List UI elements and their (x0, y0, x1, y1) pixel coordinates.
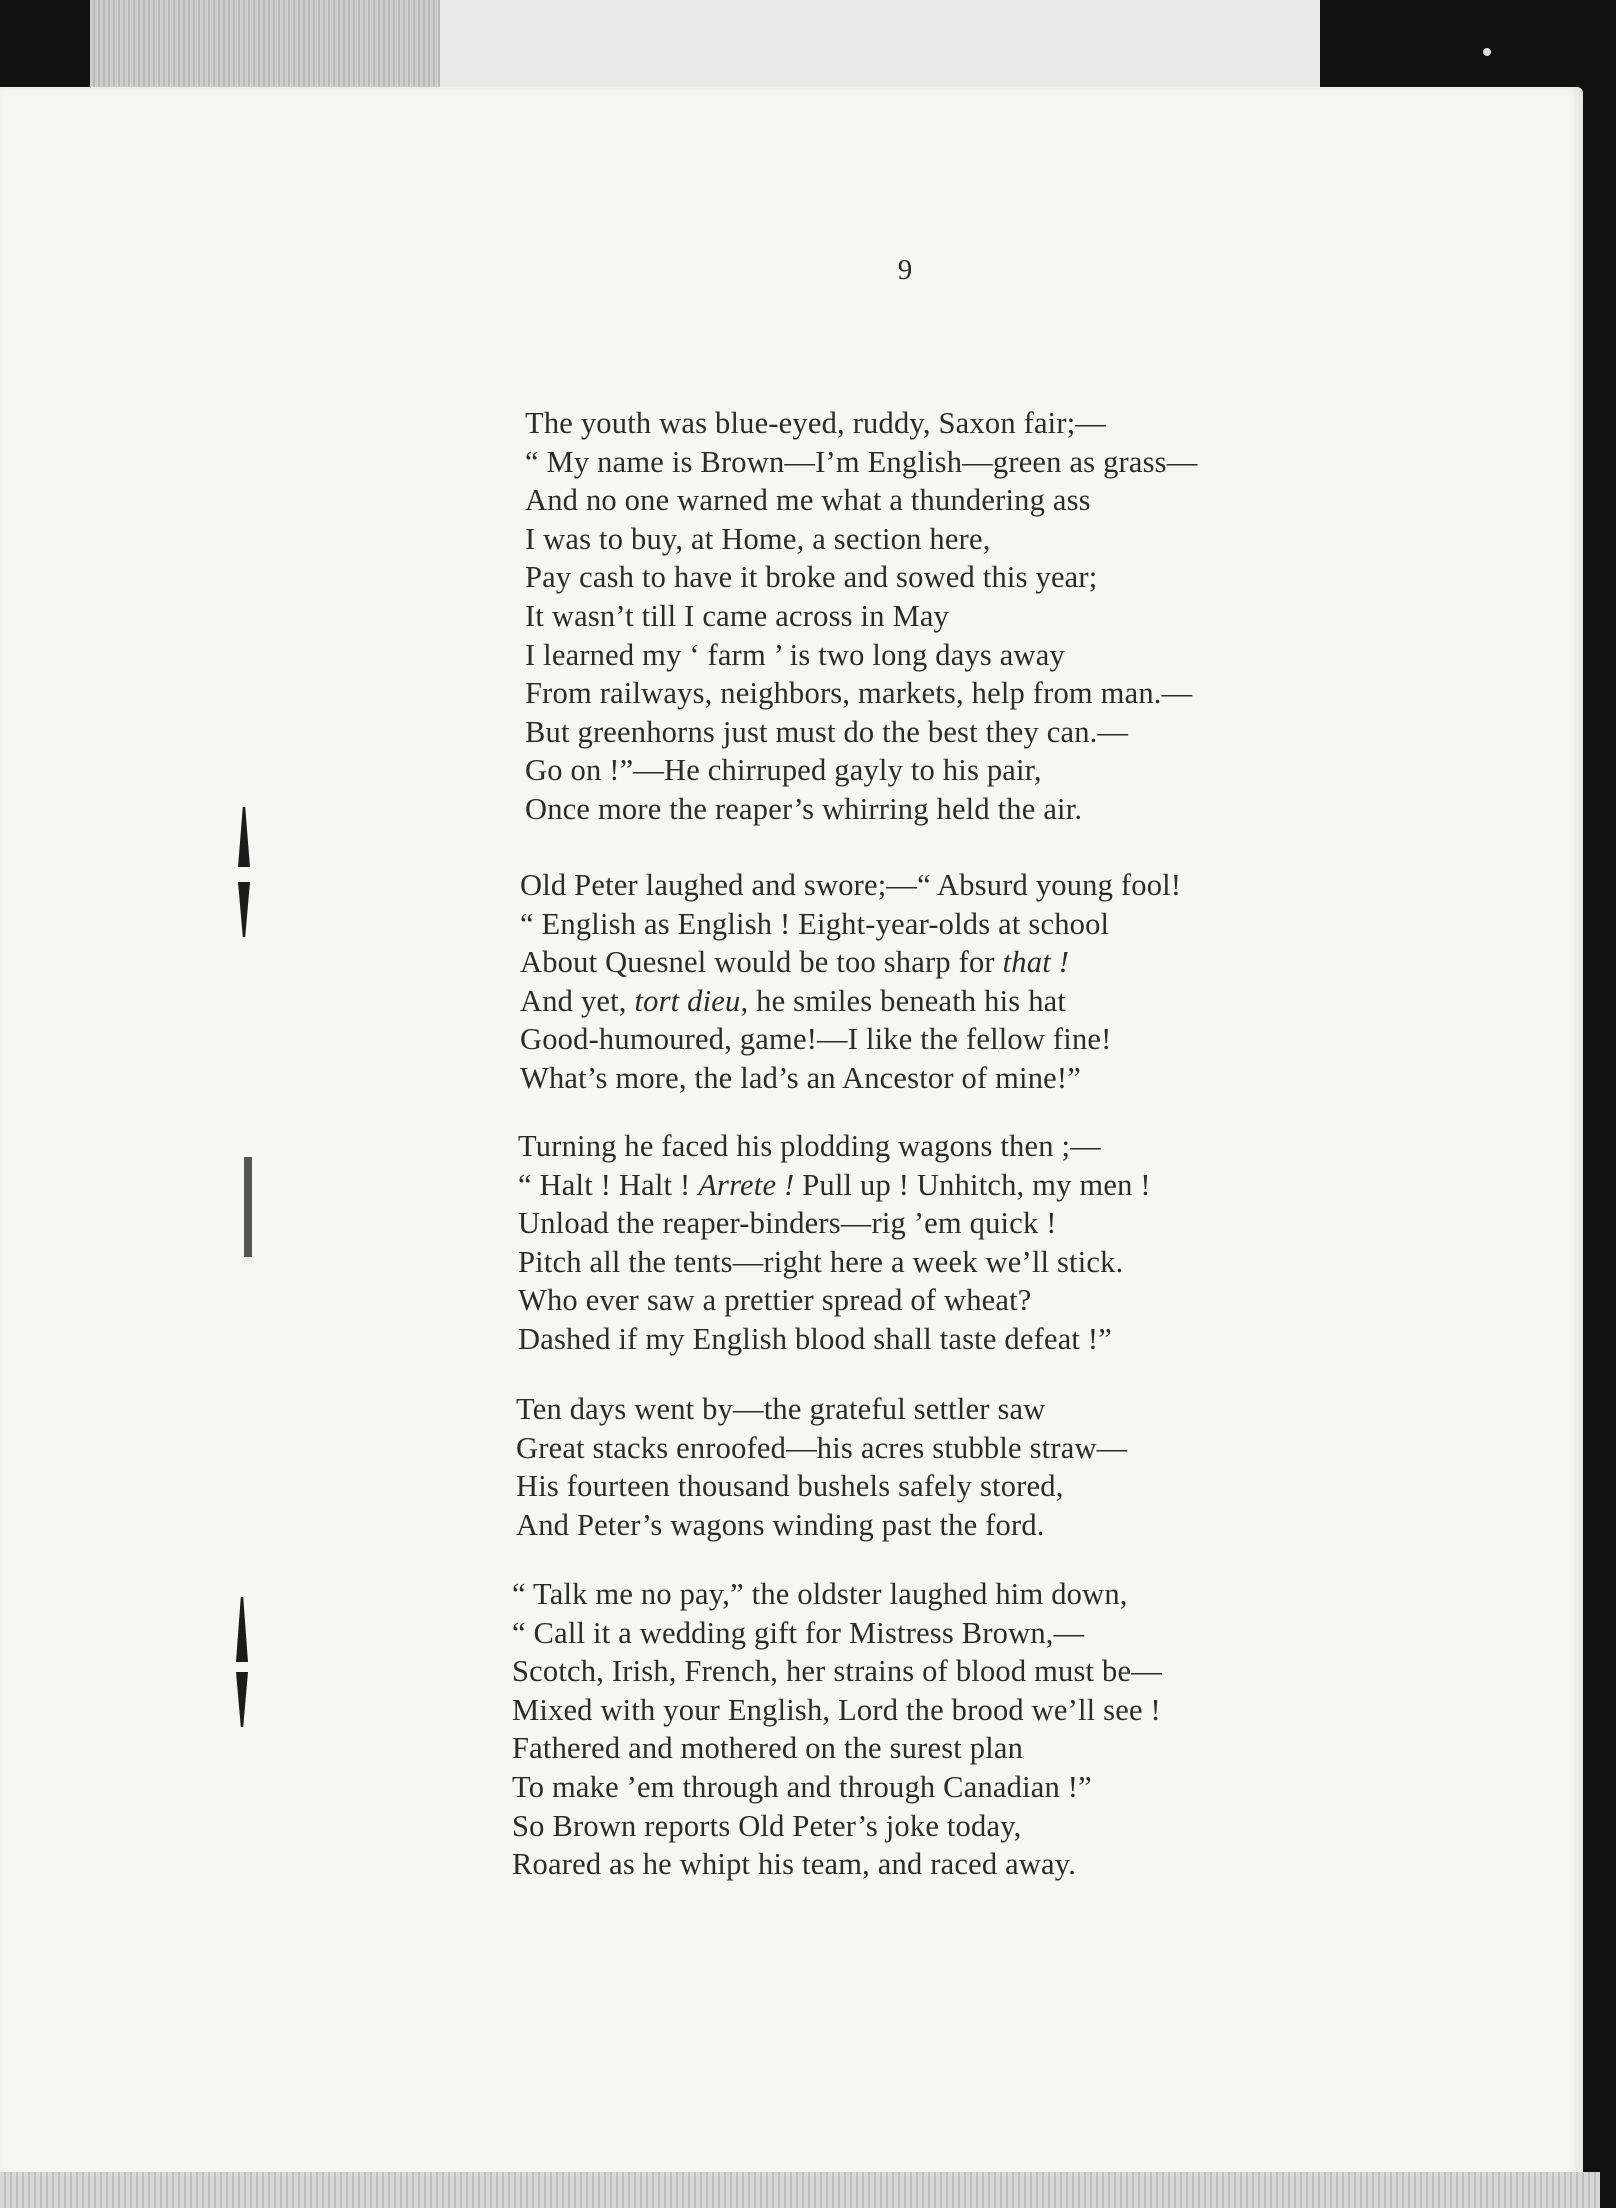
poem-line: And no one warned me what a thundering ass (525, 483, 1091, 518)
poem-line: Ten days went by—the grateful settler saw (516, 1392, 1046, 1426)
poem-line: I was to buy, at Home, a section here, (525, 521, 991, 556)
stanza-2 (520, 866, 1181, 1098)
page-number: 9 (897, 254, 913, 286)
stitch-mark-middle (244, 1157, 252, 1257)
poem-line: Roared as he whipt his team, and raced away. (512, 1847, 1077, 1882)
poem-line: Old Peter laughed and swore;—“ Absurd young fool! (520, 868, 1182, 902)
poem-line-text: he smiles beneath his hat (756, 983, 1067, 1018)
stitch-mark-bottom (236, 1597, 248, 1662)
poem-line (518, 1166, 1151, 1205)
poem-line: So Brown reports Old Peter’s joke today, (512, 1808, 1022, 1843)
poem-line-text: About Quesnel would be too sharp for (520, 945, 995, 980)
poem-line: And Peter’s wagons winding past the ford. (516, 1507, 1045, 1542)
poem-line: Go on !”—He chirruped gayly to his pair, (525, 753, 1042, 788)
poem-line: Great stacks enroofed—his acres stubble straw— (516, 1430, 1128, 1465)
poem-line-text: And yet, (520, 983, 627, 1018)
poem-line: Turning he faced his plodding wagons then ;— (518, 1129, 1101, 1163)
poem-line: Pitch all the tents—right here a week we’ll stick. (518, 1244, 1124, 1279)
stitch-mark-bottom-lower (236, 1672, 248, 1727)
stanza-1 (525, 404, 1197, 829)
stanza-5 (512, 1575, 1162, 1884)
poem-line: Dashed if my English blood shall taste defeat !” (518, 1321, 1113, 1356)
poem-line: Pay cash to have it broke and sowed this year; (525, 560, 1098, 595)
stitch-mark-top (238, 807, 250, 867)
poem-line: Mixed with your English, Lord the brood we’ll see ! (512, 1692, 1161, 1727)
poem-line-text: “ Halt ! Halt ! (518, 1167, 691, 1202)
poem-line: What’s more, the lad’s an Ancestor of mine!” (520, 1060, 1082, 1095)
poem-line (520, 982, 1181, 1021)
poem-line: Unload the reaper-binders—rig ’em quick ! (518, 1206, 1057, 1241)
poem-line-italic: that ! (1002, 945, 1070, 980)
poem-line: To make ’em through and through Canadian !” (512, 1769, 1092, 1804)
poem-line: “ English as English ! Eight-year-olds at school (520, 906, 1110, 941)
poem-line: The youth was blue-eyed, ruddy, Saxon fair;— (525, 406, 1107, 440)
poem-line: But greenhorns just must do the best they can.— (525, 714, 1129, 749)
poem-line: Fathered and mothered on the surest plan (512, 1731, 1024, 1766)
poem-line: I learned my ‘ farm ’ is two long days away (525, 637, 1065, 672)
poem-line: From railways, neighbors, markets, help from man.— (525, 676, 1193, 711)
poem-line: “ My name is Brown—I’m English—green as grass— (525, 444, 1198, 479)
bottom-cloth (0, 2172, 1600, 2208)
poem-line: It wasn’t till I came across in May (525, 598, 950, 633)
poem-line: Who ever saw a prettier spread of wheat? (518, 1283, 1032, 1318)
poem-line-italic: Arrete ! (698, 1167, 795, 1202)
binding-cloth (90, 0, 440, 88)
stanza-4 (516, 1390, 1127, 1544)
poem-line-text: Pull up ! Unhitch, my men ! (802, 1167, 1151, 1202)
stitch-mark-top-lower (238, 882, 250, 937)
poem-line: “ Talk me no pay,” the oldster laughed him down, (512, 1577, 1128, 1611)
stanza-3 (518, 1127, 1151, 1359)
poem-line: Scotch, Irish, French, her strains of blood must be— (512, 1654, 1162, 1689)
scan-speck (1483, 48, 1491, 56)
poem-line: “ Call it a wedding gift for Mistress Brown,— (512, 1615, 1085, 1650)
poem-line (520, 943, 1181, 982)
poem-line-italic: tort dieu, (634, 983, 749, 1018)
poem-line: Once more the reaper’s whirring held the air. (525, 791, 1083, 826)
poem-line: His fourteen thousand bushels safely stored, (516, 1469, 1064, 1504)
poem-line: Good-humoured, game!—I like the fellow fine! (520, 1022, 1112, 1057)
